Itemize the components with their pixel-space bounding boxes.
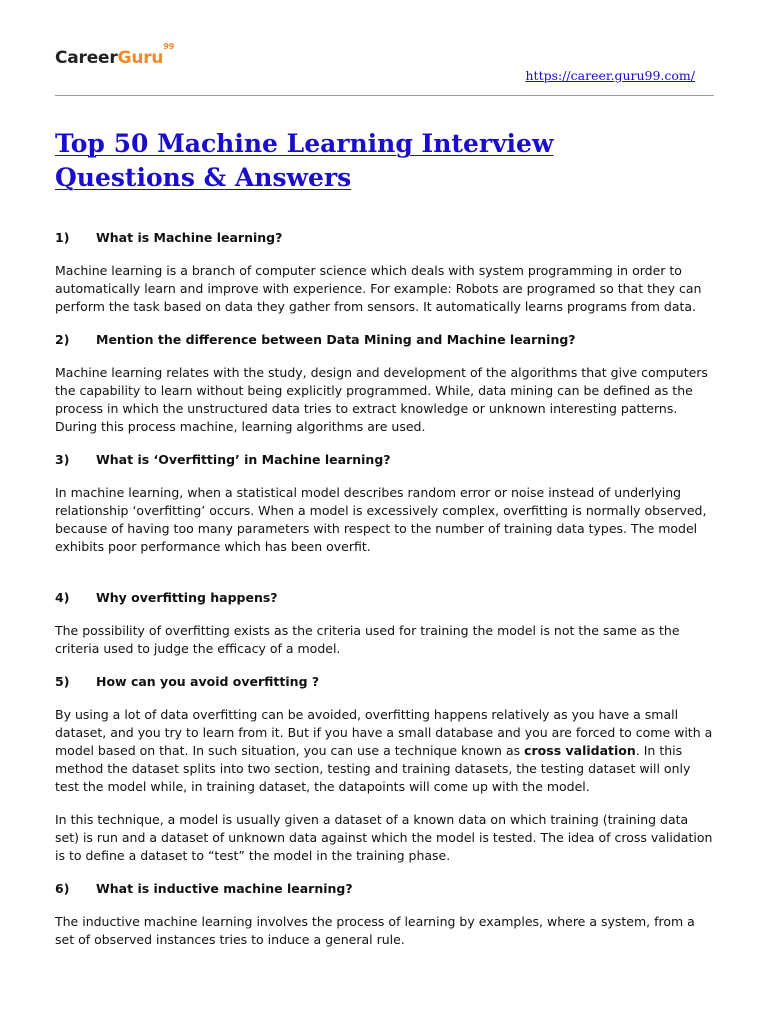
question-2: 2) Mention the difference between Data Mining and Machine learning? [55,332,576,347]
qa-content [55,229,715,949]
site-url-link[interactable]: https://career.guru99.com/ [525,68,695,83]
answer-1: Machine learning is a branch of computer science which deals with system programming in order to automatically learn and improve with experience. For example: Robots are programed so that they can perform the task based on data they gather from sensors. It automatically learns programs from data. [55,263,702,314]
answer-3: In machine learning, when a statistical model describes random error or noise instead of underlying relationship ‘overfitting’ occurs. When a model is excessively complex, overfitting is normally observed, because of having too many parameters with respect to the number of training data types. The model exhibits poor performance which has been overfit. [55,485,707,554]
answer-2: Machine learning relates with the study, design and development of the algorithms that give computers the capability to learn without being explicitly programmed. While, data mining can be defined as the process in which the unstructured data tries to extract knowledge or unknown interesting patterns. During this process machine, learning algorithms are used. [55,365,708,434]
question-1: 1) What is Machine learning? [55,230,283,245]
page-header [55,44,715,94]
question-3: 3) What is ‘Overfitting’ in Machine learning? [55,452,391,467]
question-5: 5) How can you avoid overfitting ? [55,674,320,689]
page-title[interactable]: Top 50 Machine Learning Interview Questions & Answers [55,129,554,192]
question-6: 6) What is inductive machine learning? [55,881,353,896]
answer-6: The inductive machine learning involves the process of learning by examples, where a system, from a set of observed instances tries to induce a general rule. [55,914,695,947]
answer-4: The possibility of overfitting exists as the criteria used for training the model is not the same as the criteria used to judge the efficacy of a model. [55,623,680,656]
answer-5: By using a lot of data overfitting can be avoided, overfitting happens relatively as you have a small dataset, and you try to learn from it. But if you have a small database and you are forced to come with a model based on that. In such situation, you can use a technique known as cross validation. In this method the dataset splits into two section, testing and training datasets, the testing dataset will only test the model while, in training dataset, the datapoints will come up with the model. [55,707,713,794]
question-4: 4) Why overfitting happens? [55,590,278,605]
answer-5-paragraph-2: In this technique, a model is usually given a dataset of a known data on which training (training data set) is run and a dataset of unknown data against which the model is tested. The idea of cross validation is to define a dataset to “test” the model in the training phase. [55,812,713,863]
cross-validation-term: cross validation [524,743,636,758]
header-divider [55,95,714,96]
careerguru-logo: CareerGuru$^{99}$ [55,42,175,68]
